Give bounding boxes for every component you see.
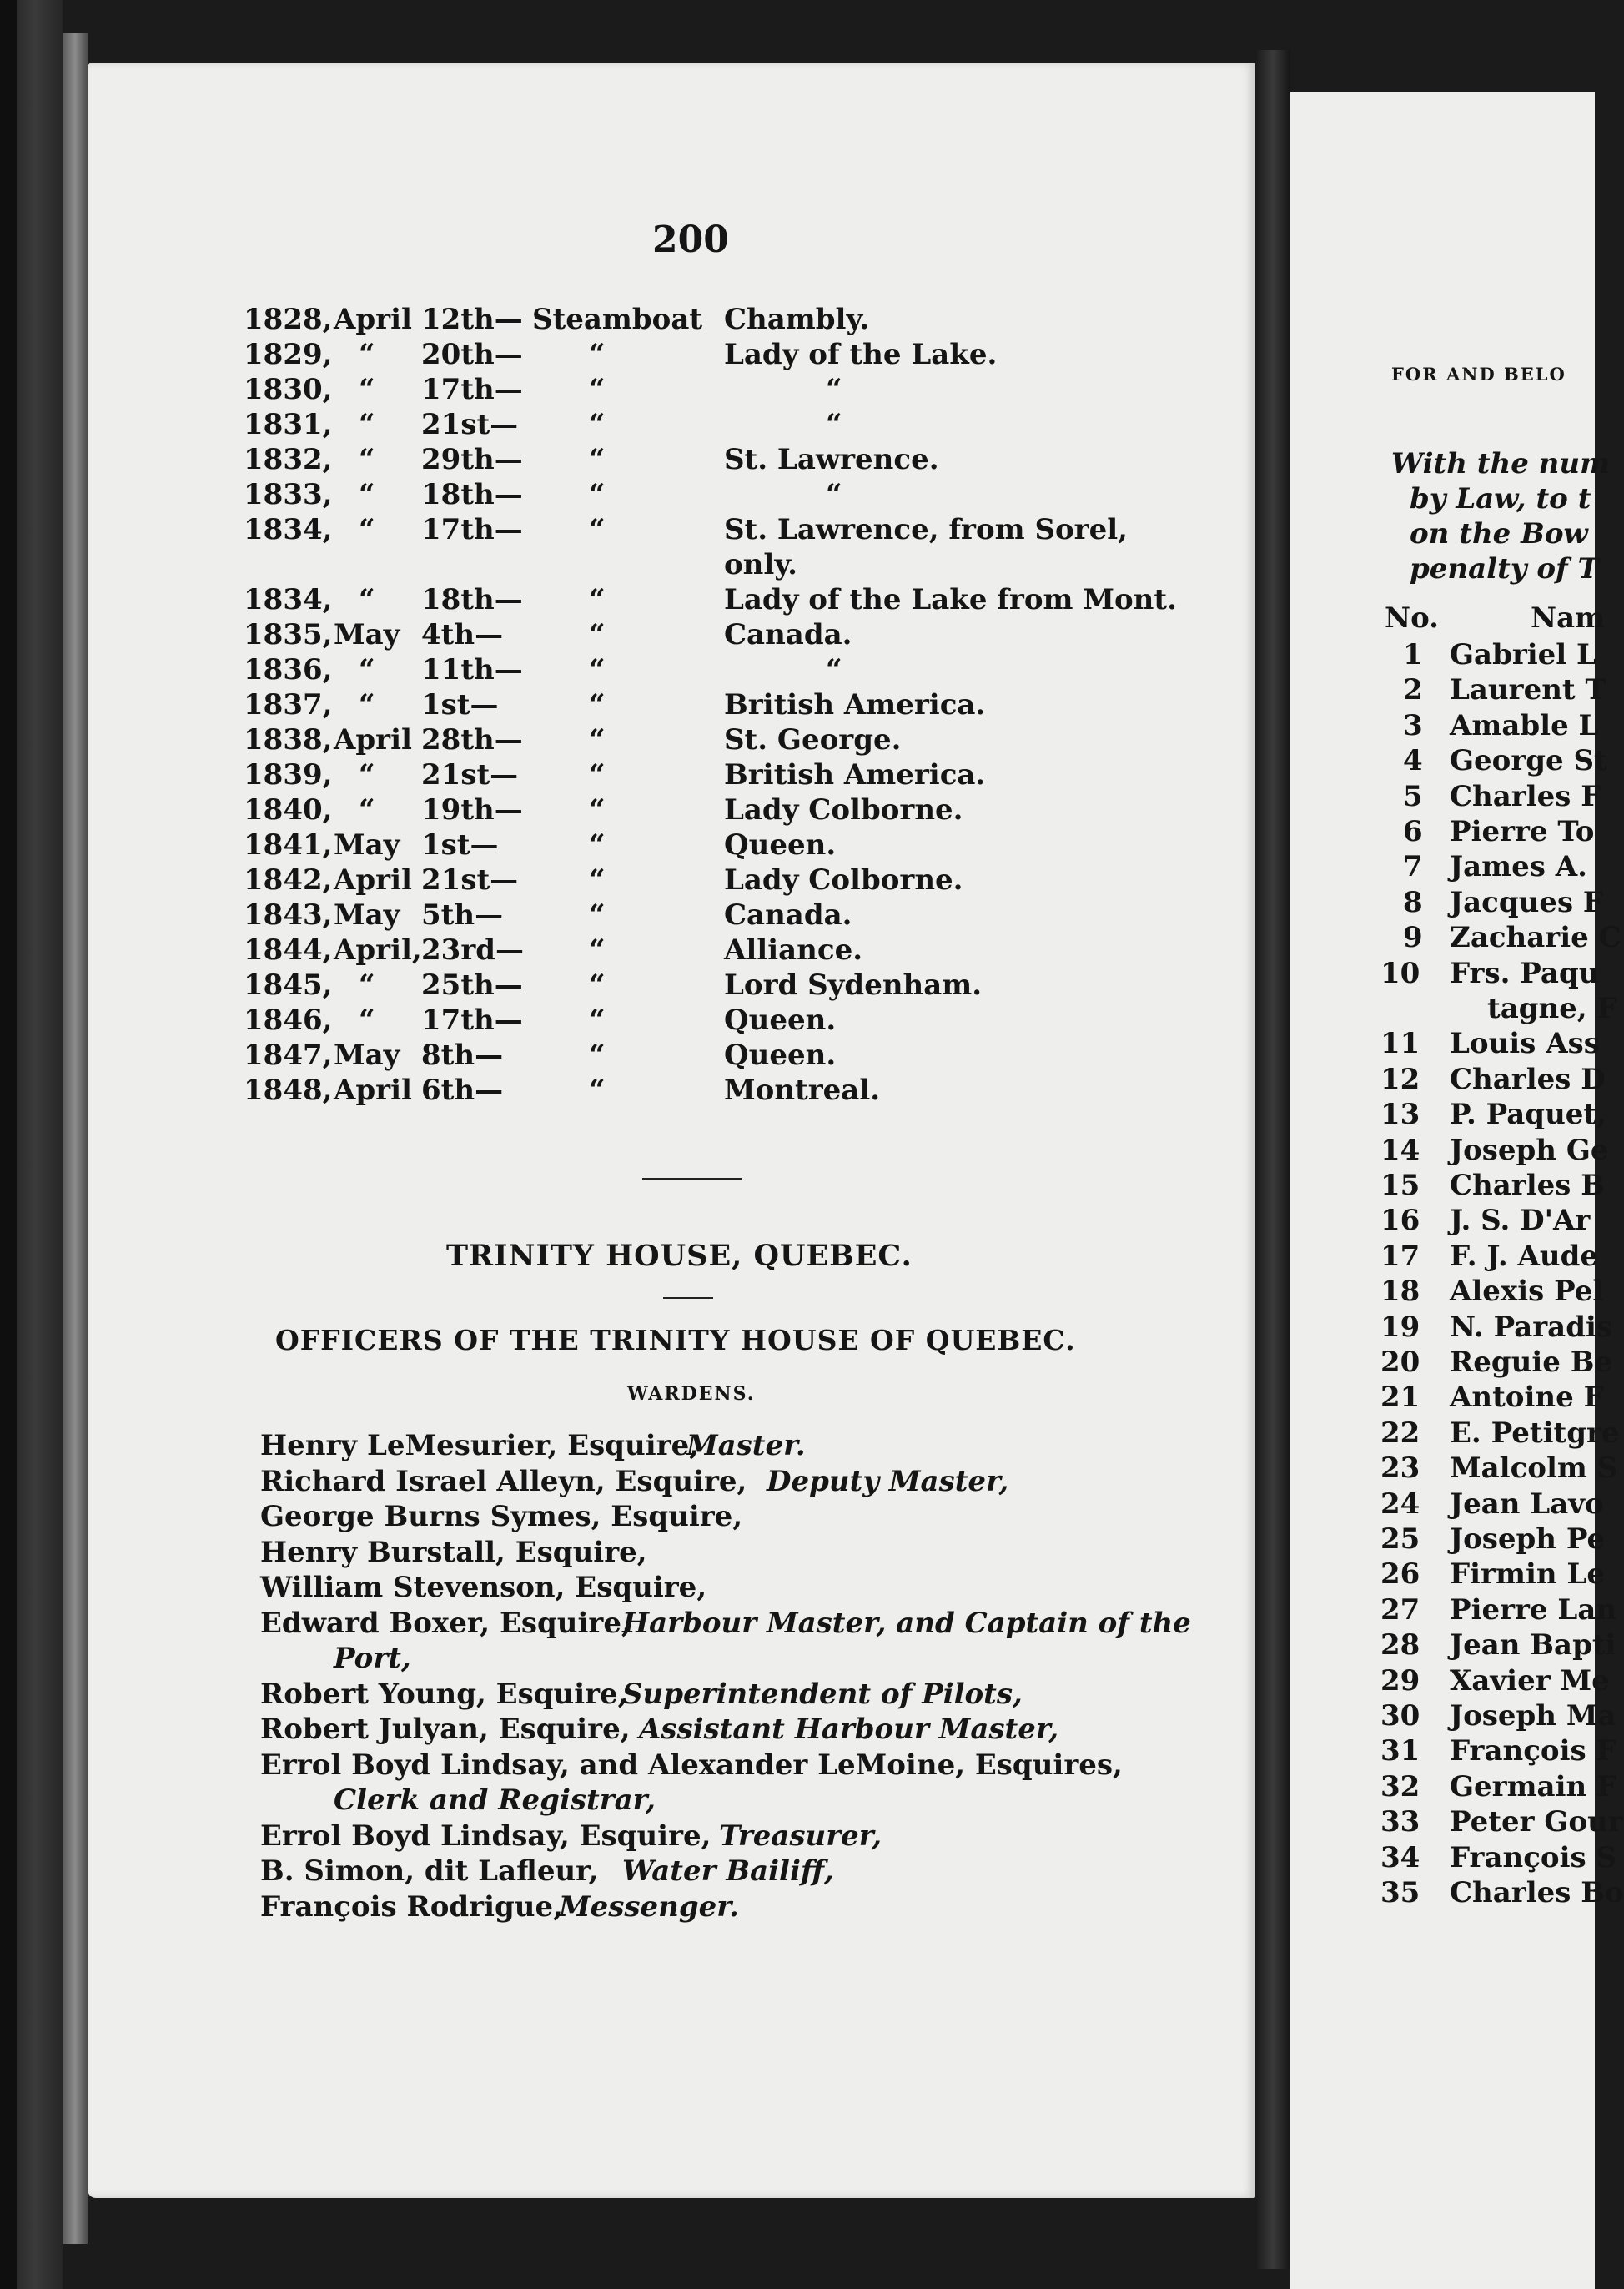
arrival-day: 23rd— — [421, 933, 525, 967]
column-no-header: No. — [1385, 601, 1439, 635]
arrival-month: “ — [359, 443, 375, 476]
pilot-number: 5 — [1403, 780, 1423, 813]
arrival-vessel-type: “ — [589, 373, 606, 406]
pilot-number: 11 — [1380, 1027, 1420, 1060]
arrival-month: “ — [359, 478, 375, 511]
arrival-vessel-type: “ — [589, 583, 606, 616]
arrival-vessel-name: British America. — [724, 688, 986, 722]
pilot-number: 4 — [1403, 744, 1423, 777]
pilot-number: 21 — [1380, 1381, 1420, 1414]
arrival-year: 1834, — [244, 583, 333, 616]
arrival-month: “ — [359, 688, 375, 722]
pilot-name: George St — [1450, 744, 1607, 777]
arrival-day: 21st— — [421, 758, 519, 792]
book-cover-edge — [17, 0, 63, 2289]
book-binding — [0, 0, 17, 2289]
pilot-name: N. Paradis — [1450, 1311, 1613, 1344]
officer-name: Richard Israel Alleyn, Esquire, — [260, 1465, 747, 1498]
arrival-vessel-name: Canada. — [724, 898, 852, 932]
arrival-month: April, — [334, 933, 422, 967]
arrival-month: April — [334, 723, 412, 757]
arrival-vessel-type: Steamboat — [532, 303, 703, 336]
pilot-number: 30 — [1380, 1699, 1420, 1733]
arrival-vessel-type: “ — [589, 968, 606, 1002]
arrival-day: 28th— — [421, 723, 523, 757]
arrival-year: 1841, — [244, 828, 333, 862]
officer-title: Master. — [686, 1429, 806, 1462]
pilot-number: 9 — [1403, 921, 1423, 954]
pilot-name: E. Petitgre — [1450, 1416, 1620, 1450]
arrival-year: 1834, — [244, 513, 333, 546]
pilot-name: François F — [1450, 1734, 1616, 1768]
arrival-day: 6th— — [421, 1074, 504, 1107]
arrival-day: 29th— — [421, 443, 523, 476]
arrival-day: 17th— — [421, 1004, 523, 1037]
arrival-day: 4th— — [421, 618, 504, 651]
arrival-month: “ — [359, 968, 375, 1002]
right-page-header: FOR AND BELO — [1391, 364, 1566, 385]
pilot-number: 35 — [1380, 1876, 1420, 1909]
arrival-vessel-type: “ — [589, 338, 606, 371]
arrival-month: April — [334, 303, 412, 336]
officer-title: Deputy Master, — [767, 1465, 1009, 1498]
officer-name: Henry Burstall, Esquire, — [260, 1536, 647, 1569]
pilot-number: 27 — [1380, 1593, 1420, 1627]
arrival-year: 1840, — [244, 793, 333, 827]
wardens-heading: WARDENS. — [627, 1383, 756, 1405]
officer-name: François Rodrigue, — [260, 1890, 563, 1924]
arrival-vessel-name: Lady of the Lake. — [724, 338, 998, 371]
pilot-name: Charles Bo — [1450, 1876, 1624, 1909]
pilot-number: 6 — [1403, 815, 1423, 848]
arrival-vessel-type: “ — [589, 1004, 606, 1037]
pilot-number: 17 — [1380, 1240, 1420, 1273]
arrival-day: 11th— — [421, 653, 523, 687]
arrival-vessel-type: “ — [589, 758, 606, 792]
pilot-name: Joseph Pe — [1450, 1522, 1606, 1556]
arrival-day: 20th— — [421, 338, 523, 371]
arrival-vessel-name: Queen. — [724, 1039, 837, 1072]
arrival-year: 1847, — [244, 1039, 333, 1072]
pilot-name: Firmin Le — [1450, 1557, 1605, 1591]
pilot-number: 18 — [1380, 1275, 1420, 1308]
pilot-number: 28 — [1380, 1628, 1420, 1662]
pilot-name: Pierre Lan — [1450, 1593, 1617, 1627]
arrival-month: “ — [359, 338, 375, 371]
arrival-vessel-type: “ — [589, 863, 606, 897]
arrival-vessel-name: Queen. — [724, 1004, 837, 1037]
pilot-number: 1 — [1403, 638, 1423, 672]
arrival-vessel-type: “ — [589, 793, 606, 827]
pilot-name: Zacharie C — [1450, 921, 1621, 954]
pilot-number: 19 — [1380, 1311, 1420, 1344]
pilot-name: Louis Ass — [1450, 1027, 1600, 1060]
arrival-day: 21st— — [421, 863, 519, 897]
arrival-vessel-name: St. Lawrence. — [724, 443, 939, 476]
pilot-name: tagne, F — [1487, 992, 1617, 1025]
officer-title: Messenger. — [559, 1890, 739, 1924]
arrival-month: “ — [359, 583, 375, 616]
officer-name: Edward Boxer, Esquire, — [260, 1607, 631, 1640]
arrival-year: 1835, — [244, 618, 333, 651]
column-name-header: Nam — [1531, 601, 1606, 635]
pilot-name: Xavier Me — [1450, 1664, 1610, 1698]
pilot-name: J. S. D'Ar — [1450, 1204, 1591, 1237]
title-divider — [663, 1297, 713, 1299]
pilot-number: 16 — [1380, 1204, 1420, 1237]
intro-line: by Law, to t — [1410, 482, 1591, 516]
pilot-number: 24 — [1380, 1487, 1420, 1521]
pilot-name: Jean Lavo — [1450, 1487, 1604, 1521]
pilot-number: 15 — [1380, 1169, 1420, 1202]
intro-line: on the Bow — [1410, 517, 1588, 551]
officer-title: Water Bailiff, — [622, 1854, 834, 1888]
arrival-year: 1832, — [244, 443, 333, 476]
arrival-vessel-name: Queen. — [724, 828, 837, 862]
pilot-name: P. Paquet, — [1450, 1098, 1606, 1131]
arrival-day: 5th— — [421, 898, 504, 932]
arrival-vessel-type: “ — [589, 653, 606, 687]
arrival-vessel-type: “ — [589, 513, 606, 546]
officer-title: Harbour Master, and Captain of the — [622, 1607, 1191, 1640]
arrival-year: 1846, — [244, 1004, 333, 1037]
arrival-year: 1844, — [244, 933, 333, 967]
arrival-vessel-type: “ — [589, 1039, 606, 1072]
officer-title: Port, — [334, 1642, 411, 1675]
pilot-number: 32 — [1380, 1770, 1420, 1804]
arrival-vessel-name: Montreal. — [724, 1074, 881, 1107]
arrival-day: 17th— — [421, 373, 523, 406]
arrival-month: May — [334, 828, 400, 862]
officer-name: William Stevenson, Esquire, — [260, 1571, 707, 1604]
arrival-year: 1845, — [244, 968, 333, 1002]
pilot-name: Reguie Be — [1450, 1346, 1613, 1379]
arrival-month: May — [334, 618, 400, 651]
pilot-number: 14 — [1380, 1134, 1420, 1167]
arrival-month: “ — [359, 653, 375, 687]
arrival-month: “ — [359, 373, 375, 406]
pilot-number: 29 — [1380, 1664, 1420, 1698]
arrival-vessel-name: “ — [826, 408, 842, 441]
pilot-number: 8 — [1403, 886, 1423, 919]
arrival-month: “ — [359, 758, 375, 792]
pilot-name: Charles F — [1450, 780, 1601, 813]
pilot-name: Peter Gour — [1450, 1805, 1623, 1839]
pilot-name: Alexis Pel — [1450, 1275, 1604, 1308]
arrival-day: 1st— — [421, 828, 499, 862]
officer-title: Treasurer, — [719, 1819, 882, 1853]
pilot-name: Germain F — [1450, 1770, 1617, 1804]
arrival-vessel-type: “ — [589, 933, 606, 967]
arrival-vessel-name: St. George. — [724, 723, 902, 757]
pilot-number: 13 — [1380, 1098, 1420, 1131]
arrival-month: April — [334, 1074, 412, 1107]
pilot-name: Charles B — [1450, 1169, 1605, 1202]
pilot-number: 10 — [1380, 957, 1420, 990]
arrival-vessel-type: “ — [589, 1074, 606, 1107]
arrival-vessel-name: only. — [724, 548, 798, 581]
arrival-day: 18th— — [421, 478, 523, 511]
officers-heading: OFFICERS OF THE TRINITY HOUSE OF QUEBEC. — [275, 1324, 1076, 1356]
pilot-name: Joseph Ma — [1450, 1699, 1616, 1733]
arrival-year: 1837, — [244, 688, 333, 722]
arrival-year: 1836, — [244, 653, 333, 687]
arrival-year: 1838, — [244, 723, 333, 757]
arrival-day: 21st— — [421, 408, 519, 441]
arrival-day: 25th— — [421, 968, 523, 1002]
arrival-vessel-name: Lady Colborne. — [724, 863, 963, 897]
officer-title: Assistant Harbour Master, — [639, 1713, 1059, 1746]
arrival-vessel-type: “ — [589, 478, 606, 511]
arrival-year: 1843, — [244, 898, 333, 932]
arrival-year: 1842, — [244, 863, 333, 897]
pilot-name: François S — [1450, 1841, 1617, 1874]
pilot-name: Charles D — [1450, 1063, 1606, 1096]
pilot-name: Malcolm S — [1450, 1451, 1618, 1485]
arrival-year: 1839, — [244, 758, 333, 792]
pilot-name: James A. — [1450, 850, 1587, 883]
arrival-vessel-name: Lady Colborne. — [724, 793, 963, 827]
pilot-number: 22 — [1380, 1416, 1420, 1450]
pilot-name: Joseph Ge — [1450, 1134, 1609, 1167]
arrival-vessel-name: “ — [826, 478, 842, 511]
officer-name: Robert Julyan, Esquire, — [260, 1713, 631, 1746]
pilot-name: Jacques F — [1450, 886, 1604, 919]
pilot-name: Gabriel L — [1450, 638, 1596, 672]
arrival-month: “ — [359, 513, 375, 546]
arrival-vessel-name: “ — [826, 653, 842, 687]
arrival-day: 19th— — [421, 793, 523, 827]
pilot-number: 12 — [1380, 1063, 1420, 1096]
arrival-day: 17th— — [421, 513, 523, 546]
arrival-vessel-type: “ — [589, 828, 606, 862]
page-stack-edge — [63, 33, 88, 2244]
arrival-vessel-type: “ — [589, 408, 606, 441]
arrival-day: 18th— — [421, 583, 523, 616]
arrival-vessel-name: Chambly. — [724, 303, 870, 336]
arrival-year: 1831, — [244, 408, 333, 441]
officer-name: Errol Boyd Lindsay, Esquire, — [260, 1819, 711, 1853]
pilot-name: Amable L — [1450, 709, 1599, 742]
page-number: 200 — [652, 219, 729, 261]
arrival-vessel-type: “ — [589, 618, 606, 651]
book-gutter — [1255, 50, 1290, 2269]
pilot-name: Antoine F — [1450, 1381, 1604, 1414]
arrival-year: 1828, — [244, 303, 333, 336]
officer-title: Clerk and Registrar, — [334, 1783, 656, 1817]
arrival-day: 1st— — [421, 688, 499, 722]
section-title: TRINITY HOUSE, QUEBEC. — [446, 1239, 913, 1273]
officer-title: Superintendent of Pilots, — [622, 1678, 1023, 1711]
arrival-vessel-name: Lady of the Lake from Mont. — [724, 583, 1177, 616]
officer-name: B. Simon, dit Lafleur, — [260, 1854, 599, 1888]
pilot-number: 25 — [1380, 1522, 1420, 1556]
arrival-vessel-name: St. Lawrence, from Sorel, — [724, 513, 1128, 546]
pilot-number: 20 — [1380, 1346, 1420, 1379]
arrival-year: 1848, — [244, 1074, 333, 1107]
arrival-month: April — [334, 863, 412, 897]
arrival-month: “ — [359, 1004, 375, 1037]
arrival-day: 8th— — [421, 1039, 504, 1072]
arrival-vessel-name: British America. — [724, 758, 986, 792]
arrival-vessel-type: “ — [589, 688, 606, 722]
pilot-name: Laurent T — [1450, 673, 1606, 707]
pilot-number: 33 — [1380, 1805, 1420, 1839]
arrival-month: May — [334, 898, 400, 932]
pilot-name: Frs. Paqu — [1450, 957, 1600, 990]
pilot-number: 7 — [1403, 850, 1423, 883]
pilot-number: 26 — [1380, 1557, 1420, 1591]
officer-name: Errol Boyd Lindsay, and Alexander LeMoine, Esquires, — [260, 1748, 1123, 1782]
arrival-vessel-type: “ — [589, 443, 606, 476]
pilot-number: 34 — [1380, 1841, 1420, 1874]
arrival-vessel-name: Canada. — [724, 618, 852, 651]
arrival-year: 1833, — [244, 478, 333, 511]
arrival-vessel-name: Lord Sydenham. — [724, 968, 983, 1002]
arrival-vessel-type: “ — [589, 898, 606, 932]
officer-name: George Burns Symes, Esquire, — [260, 1500, 743, 1533]
arrival-month: May — [334, 1039, 400, 1072]
arrival-vessel-type: “ — [589, 723, 606, 757]
officer-name: Henry LeMesurier, Esquire, — [260, 1429, 700, 1462]
pilot-number: 3 — [1403, 709, 1423, 742]
arrival-year: 1830, — [244, 373, 333, 406]
intro-line: With the num — [1391, 447, 1611, 480]
pilot-number: 31 — [1380, 1734, 1420, 1768]
pilot-name: F. J. Aude — [1450, 1240, 1599, 1273]
officer-name: Robert Young, Esquire, — [260, 1678, 628, 1711]
pilot-number: 23 — [1380, 1451, 1420, 1485]
arrival-vessel-name: Alliance. — [724, 933, 863, 967]
arrival-day: 12th— — [421, 303, 523, 336]
pilot-name: Jean Bapti — [1450, 1628, 1616, 1662]
arrival-month: “ — [359, 408, 375, 441]
arrival-year: 1829, — [244, 338, 333, 371]
pilot-number: 2 — [1403, 673, 1423, 707]
pilot-name: Pierre To — [1450, 815, 1595, 848]
arrival-vessel-name: “ — [826, 373, 842, 406]
intro-line: penalty of T — [1410, 552, 1599, 586]
section-divider — [642, 1178, 742, 1180]
arrival-month: “ — [359, 793, 375, 827]
